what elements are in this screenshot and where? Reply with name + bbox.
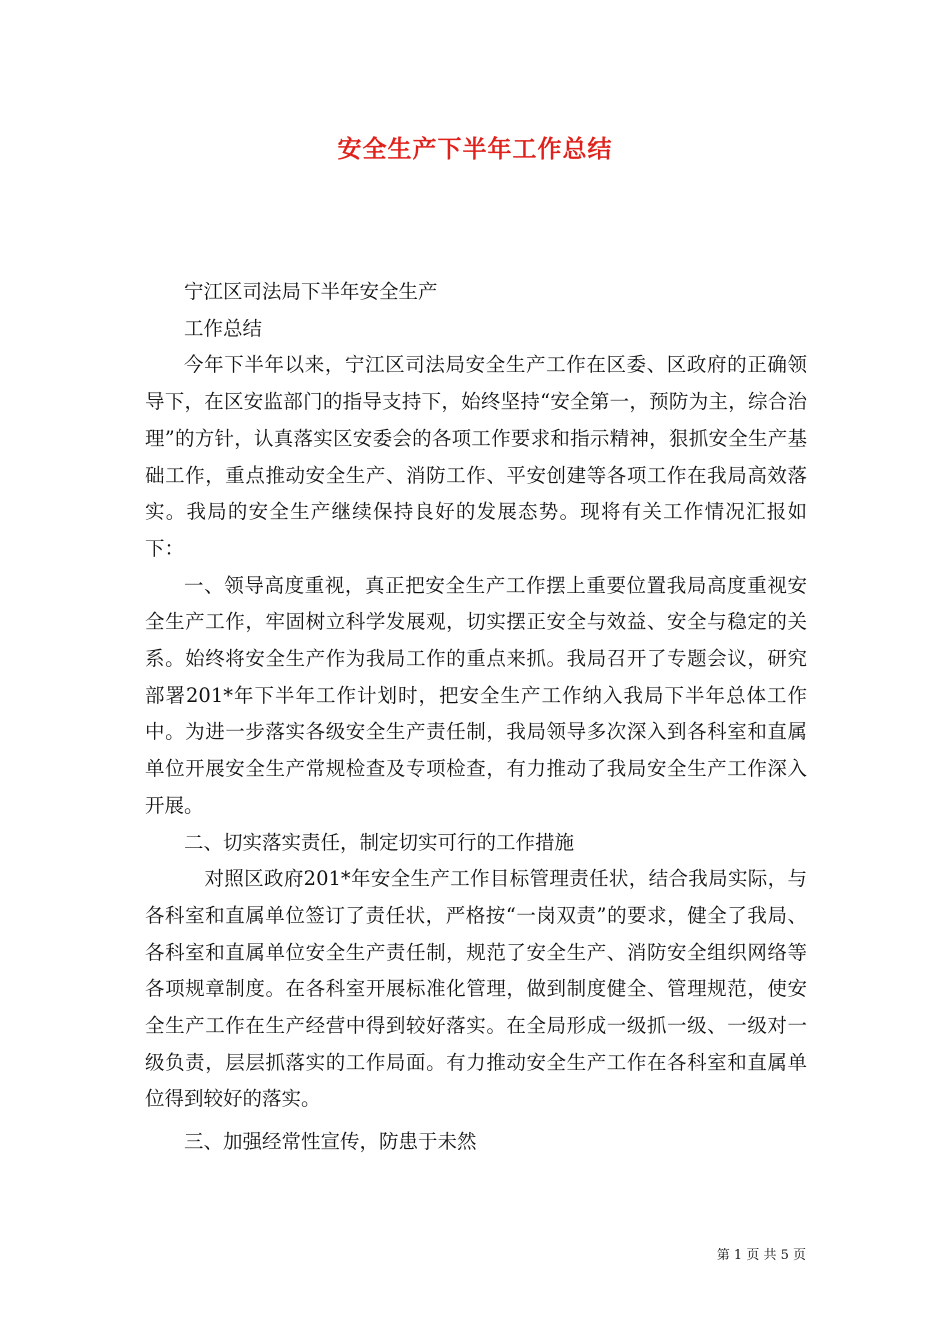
paragraph-subheading: 工作总结	[184, 316, 263, 340]
paragraph-section-3-heading: 三、加强经常性宣传，防患于未然	[184, 1130, 477, 1154]
document-title: 安全生产下半年工作总结	[337, 134, 613, 163]
page-number-footer: 第 1 页 共 5 页	[716, 1248, 806, 1263]
document-body	[145, 274, 807, 1161]
paragraph-section-2-heading: 二、切实落实责任，制定切实可行的工作措施	[184, 830, 575, 854]
paragraph-intro: 今年下半年以来，宁江区司法局安全生产工作在区委、区政府的正确领导下，在区安监部门的指导支持下，始终坚持“安全第一，预防为主，综合治理”的方针，认真落实区安委会的各项工作要求和指示精神，狠抓安全生产基础工作，重点推动安全生产、消防工作、平安创建等各项工作在我局高效落实。我局的安全生产继续保持良好的发展态势。现将有关工作情况汇报如下：	[145, 353, 807, 560]
paragraph-section-1: 一、领导高度重视，真正把安全生产工作摆上重要位置我局高度重视安全生产工作，牢固树立科学发展观，切实摆正安全与效益、安全与稳定的关系。始终将安全生产作为我局工作的重点来抓。我局召开了专题会议，研究部署201*年下半年工作计划时，把安全生产工作纳入我局下半年总体工作中。为进一步落实各级安全生产责任制，我局领导多次深入到各科室和直属单位开展安全生产常规检查及专项检查，有力推动了我局安全生产工作深入开展。	[145, 573, 807, 817]
paragraph-section-2-body: 对照区政府201*年安全生产工作目标管理责任状，结合我局实际，与各科室和直属单位签订了责任状，严格按“一岗双责”的要求，健全了我局、各科室和直属单位安全生产责任制，规范了安全生产、消防安全组织网络等各项规章制度。在各科室开展标准化管理，做到制度健全、管理规范，使安全生产工作在生产经营中得到较好落实。在全局形成一级抓一级、一级对一级负责，层层抓落实的工作局面。有力推动安全生产工作在各科室和直属单位得到较好的落实。	[145, 867, 807, 1111]
paragraph-org-heading: 宁江区司法局下半年安全生产	[184, 280, 438, 303]
